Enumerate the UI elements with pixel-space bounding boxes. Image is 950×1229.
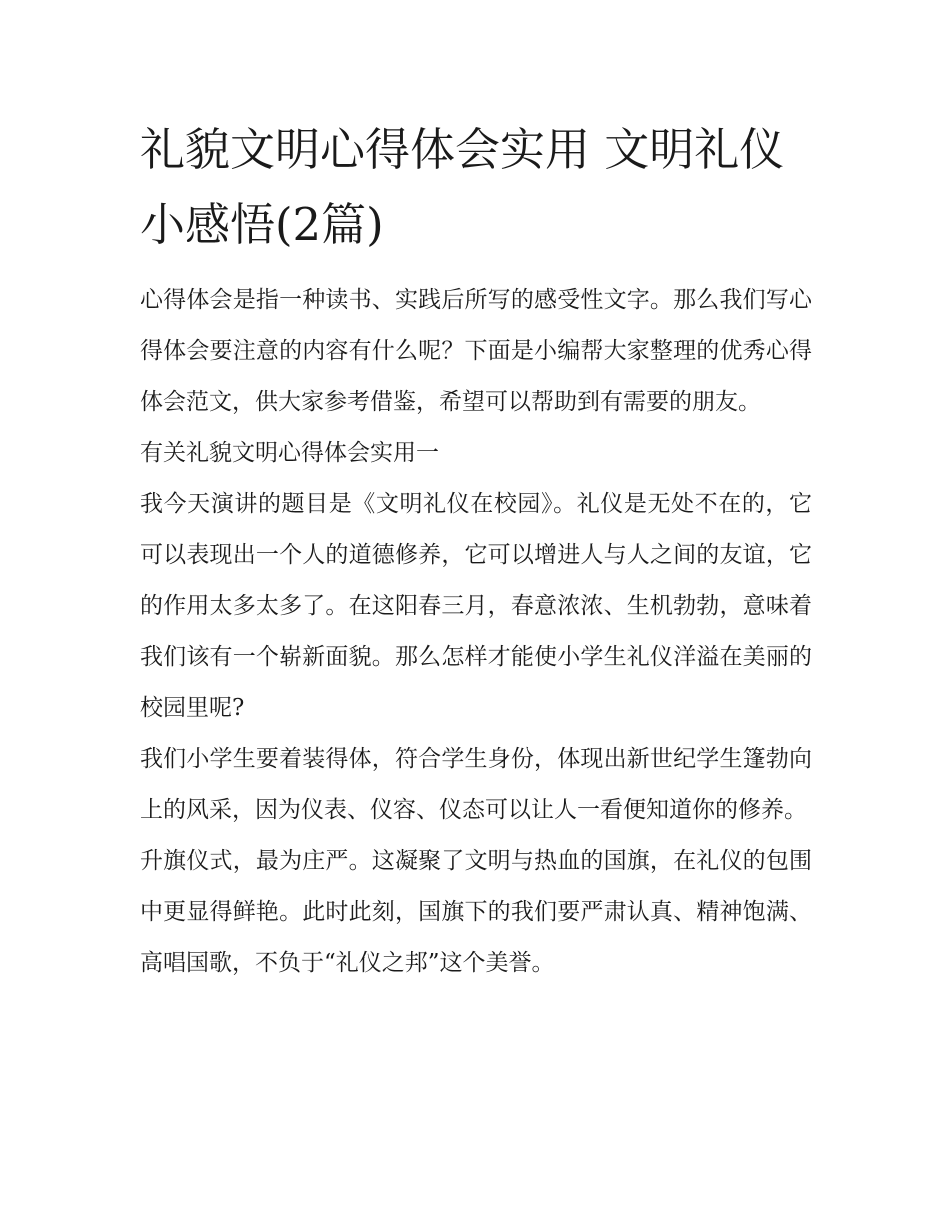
section-heading: 有关礼貌文明心得体会实用一: [140, 440, 439, 466]
document-body: [140, 275, 812, 989]
body-paragraph: 升旗仪式，最为庄严。这凝聚了文明与热血的国旗，在礼仪的包围中更显得鲜艳。此时此刻，国旗下的我们要严肃认真、精神饱满、高唱国歌，不负于“礼仪之邦”这个美誉。: [140, 848, 812, 976]
document-title: 礼貌文明心得体会实用 文明礼仪小感悟(2篇): [140, 123, 785, 251]
body-paragraph: 我们小学生要着装得体，符合学生身份，体现出新世纪学生篷勃向上的风采，因为仪表、仪容、仪态可以让人一看便知道你的修养。: [140, 746, 812, 823]
intro-paragraph: 心得体会是指一种读书、实践后所写的感受性文字。那么我们写心得体会要注意的内容有什么呢？下面是小编帮大家整理的优秀心得体会范文，供大家参考借鉴，希望可以帮助到有需要的朋友。: [140, 287, 812, 415]
body-paragraph: 我今天演讲的题目是《文明礼仪在校园》。礼仪是无处不在的，它可以表现出一个人的道德修养，它可以增进人与人之间的友谊，它的作用太多太多了。在这阳春三月，春意浓浓、生机勃勃，意味着我们该有一个崭新面貌。那么怎样才能使小学生礼仪洋溢在美丽的校园里呢?: [140, 491, 812, 721]
